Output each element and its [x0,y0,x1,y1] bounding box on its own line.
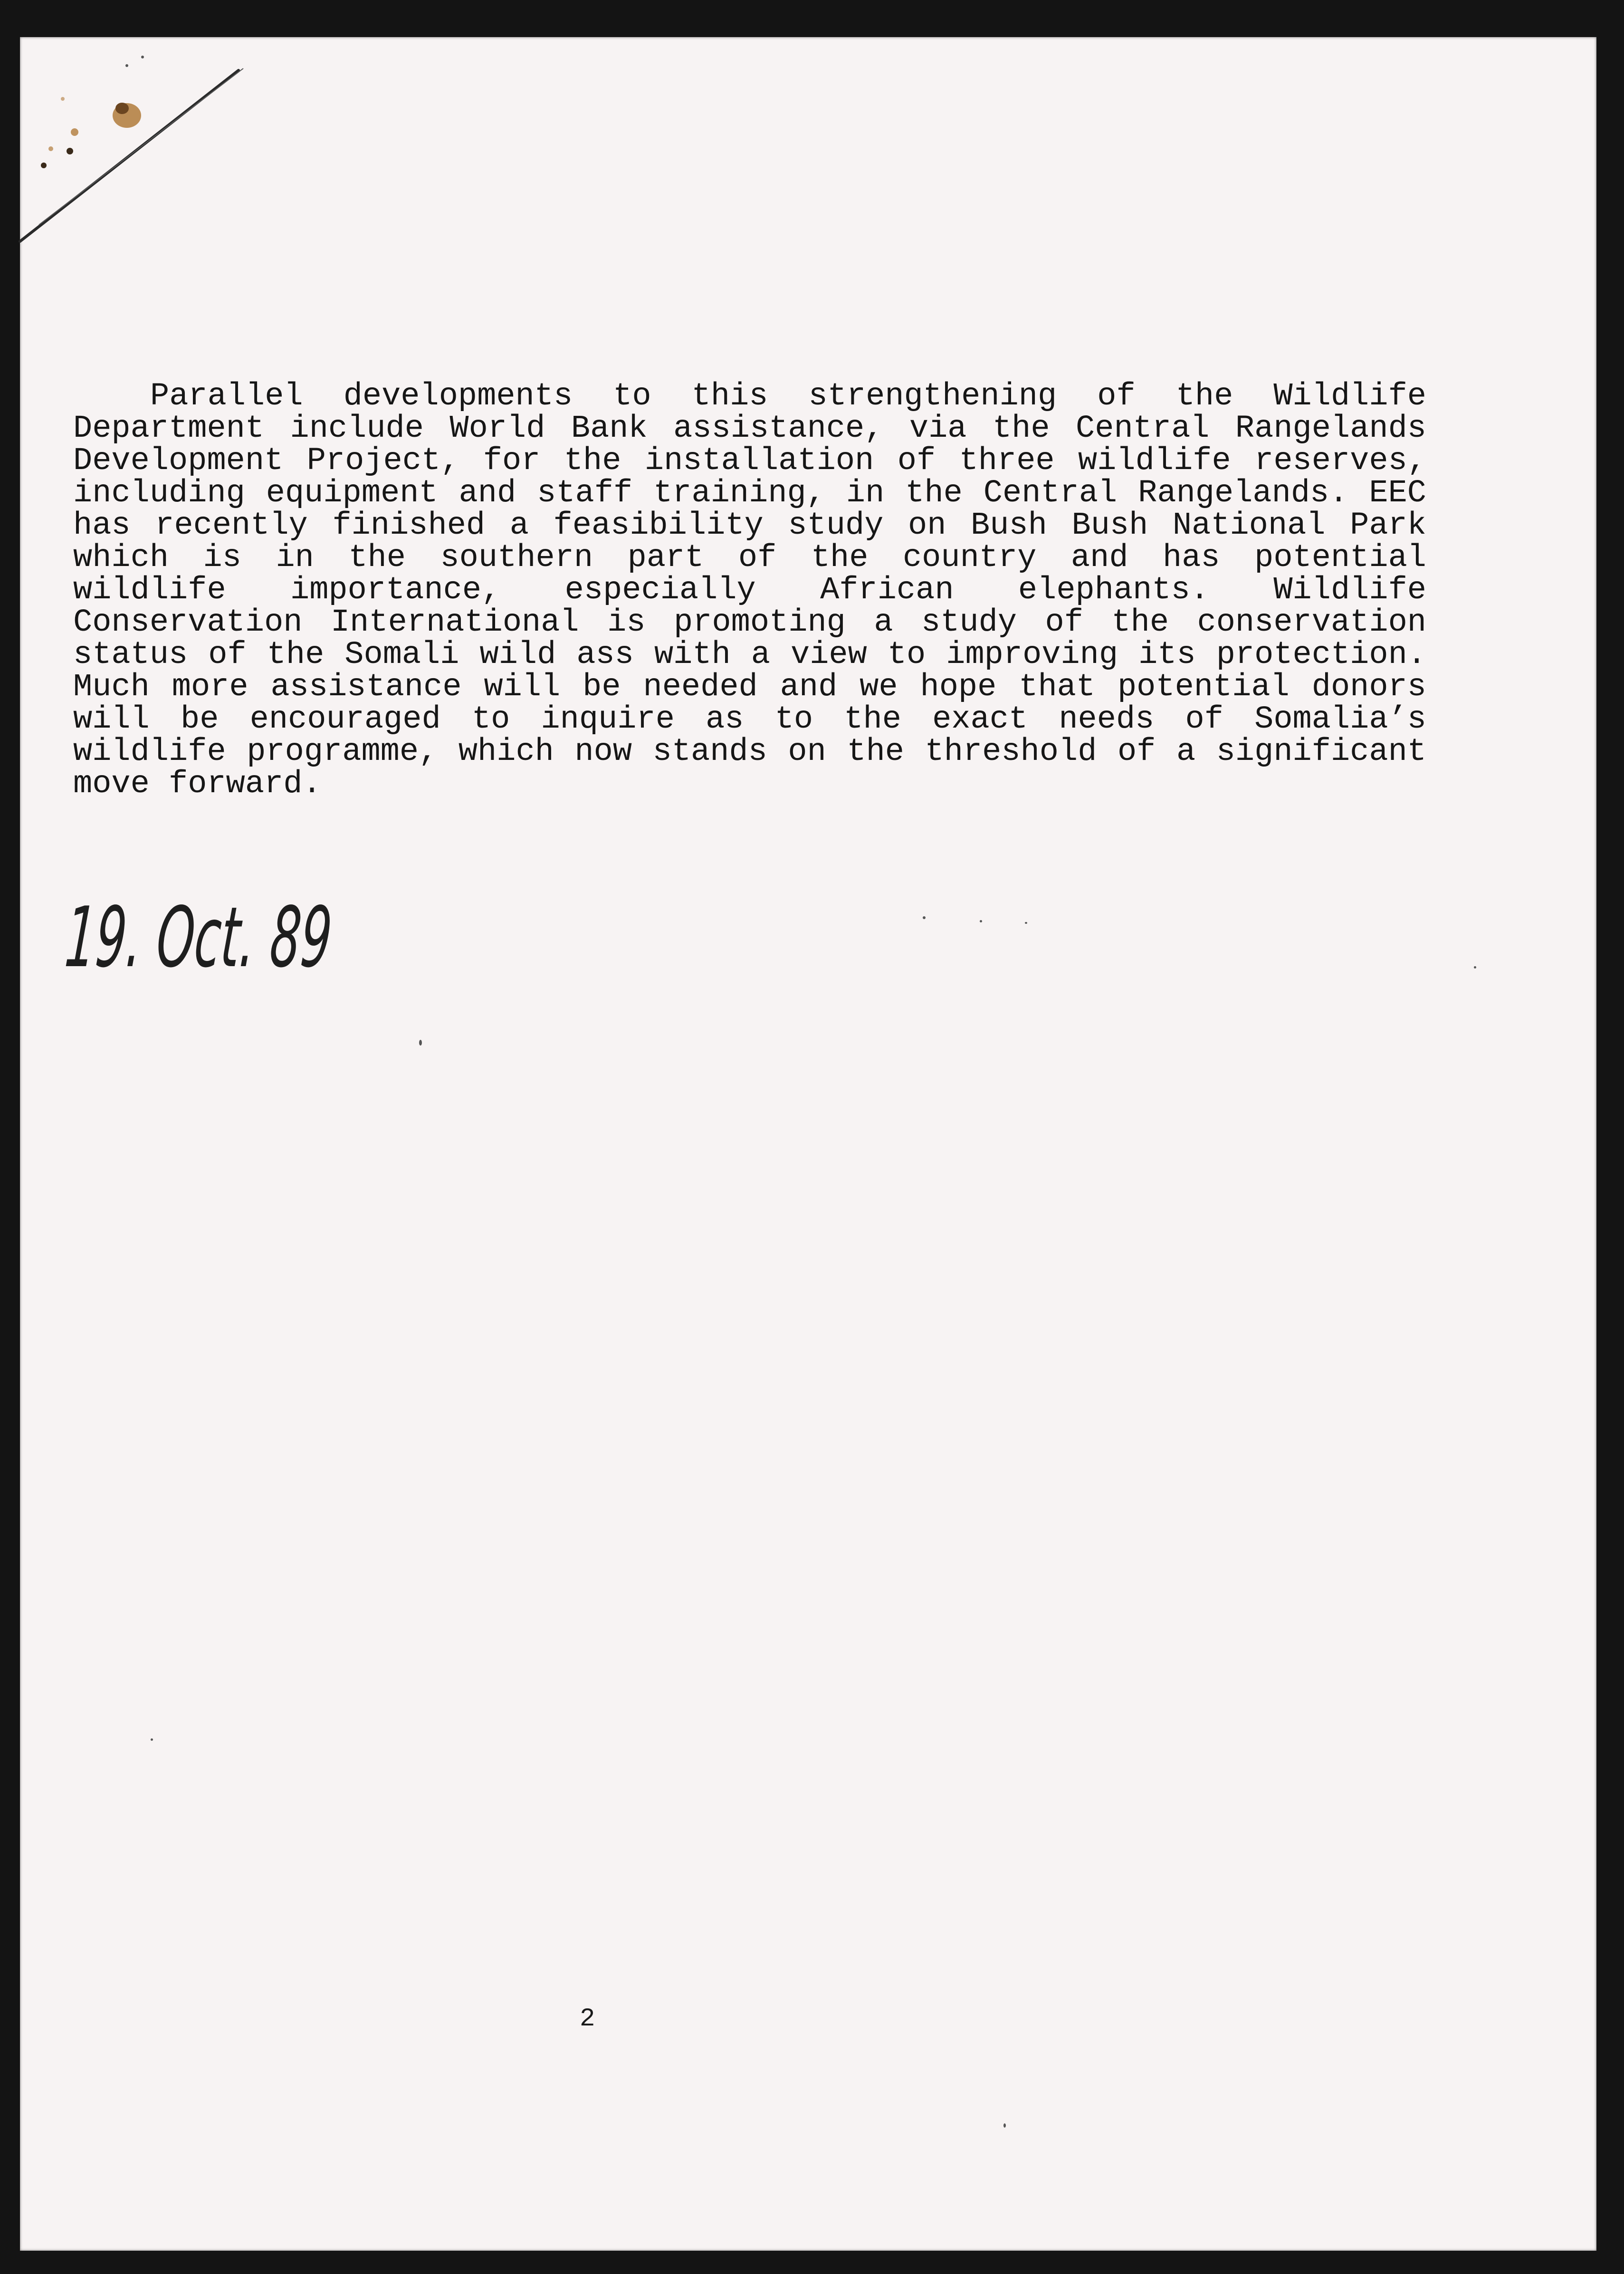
speck [1474,966,1476,969]
paper-sheet [20,37,1596,2251]
speck [923,916,926,919]
body-paragraph: Parallel developments to this strengthening of the Wildlife Department include World Bank assistance, via the Central Rangelands Development Project, for the installation of three wildlife reserves, including equipment and staff training, in the Central Rangelands. EEC has recently finished a feasibility study on Bush Bush National Park which is in the southern part of the country and has potential wildlife importance, especially African elephants. Wildlife Conservation International is promoting a study of the conservation status of the Somali wild ass with a view to improving its protection. Much more assistance will be needed and we hope that potential donors will be encouraged to inquire as to the exact needs of Somalia’s wildlife programme, which now stands on the threshold of a significant move forward. [73,378,1426,802]
page-number: 2 [580,2005,595,2034]
speck [419,1040,422,1046]
speck [980,920,982,922]
handwritten-date [62,876,530,990]
speck [151,1738,153,1741]
speck [1025,922,1027,924]
handwritten-date-text: 19. Oct. 89 [62,889,530,986]
speck [1003,2123,1006,2128]
corner-pen-stroke-and-stains [20,37,286,246]
